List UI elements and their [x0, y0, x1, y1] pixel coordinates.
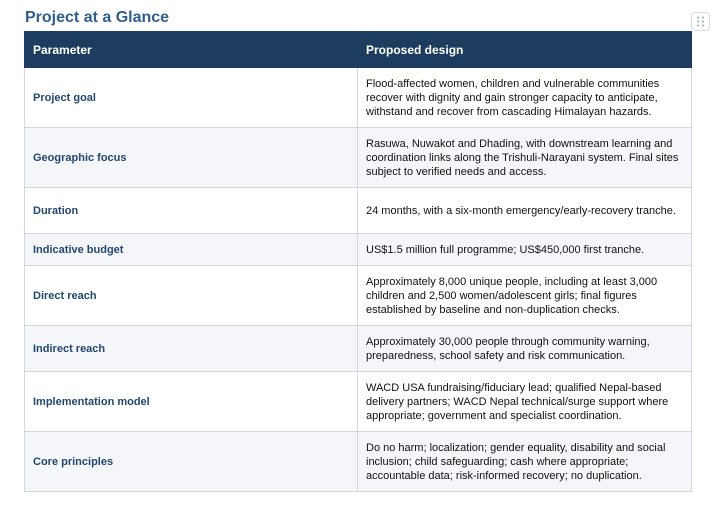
row-design: Approximately 8,000 unique people, including at least 3,000 children and 2,500 women/adolescent girls; final figures established by baseline and non-duplication checks. [358, 266, 692, 326]
drag-handle[interactable] [691, 12, 710, 31]
row-parameter: Indirect reach [25, 326, 358, 372]
table-row [25, 234, 692, 266]
table-row [25, 326, 692, 372]
row-design: Flood-affected women, children and vulnerable communities recover with dignity and gain stronger capacity to anticipate, withstand and recover from cascading Himalayan hazards. [358, 68, 692, 128]
row-parameter: Project goal [25, 68, 358, 128]
row-design: Do no harm; localization; gender equality, disability and social inclusion; child safeguarding; cash where appropriate; accountable data; risk-informed recovery; no duplication. [358, 432, 692, 492]
row-parameter: Core principles [25, 432, 358, 492]
header-proposed-design: Proposed design [358, 32, 692, 68]
table-row [25, 372, 692, 432]
row-design: US$1.5 million full programme; US$450,000 first tranche. [358, 234, 692, 266]
row-parameter: Indicative budget [25, 234, 358, 266]
table-row [25, 188, 692, 234]
row-design: WACD USA fundraising/fiduciary lead; qualified Nepal-based delivery partners; WACD Nepal technical/surge support where appropriate; government and specialist coordination. [358, 372, 692, 432]
row-parameter: Duration [25, 188, 358, 234]
table-row [25, 128, 692, 188]
table-row [25, 432, 692, 492]
table-row [25, 68, 692, 128]
row-parameter: Geographic focus [25, 128, 358, 188]
row-parameter: Implementation model [25, 372, 358, 432]
project-table [24, 31, 692, 492]
drag-handle-icon [692, 13, 709, 30]
row-design: Rasuwa, Nuwakot and Dhading, with downstream learning and coordination links along the Trishuli-Narayani system. Final sites subject to verified needs and access. [358, 128, 692, 188]
page-title: Project at a Glance [25, 9, 170, 26]
table-header-row [25, 32, 692, 68]
table-row [25, 266, 692, 326]
row-design: 24 months, with a six-month emergency/early-recovery tranche. [358, 188, 692, 234]
header-parameter: Parameter [25, 32, 358, 68]
row-design: Approximately 30,000 people through community warning, preparedness, school safety and risk communication. [358, 326, 692, 372]
row-parameter: Direct reach [25, 266, 358, 326]
